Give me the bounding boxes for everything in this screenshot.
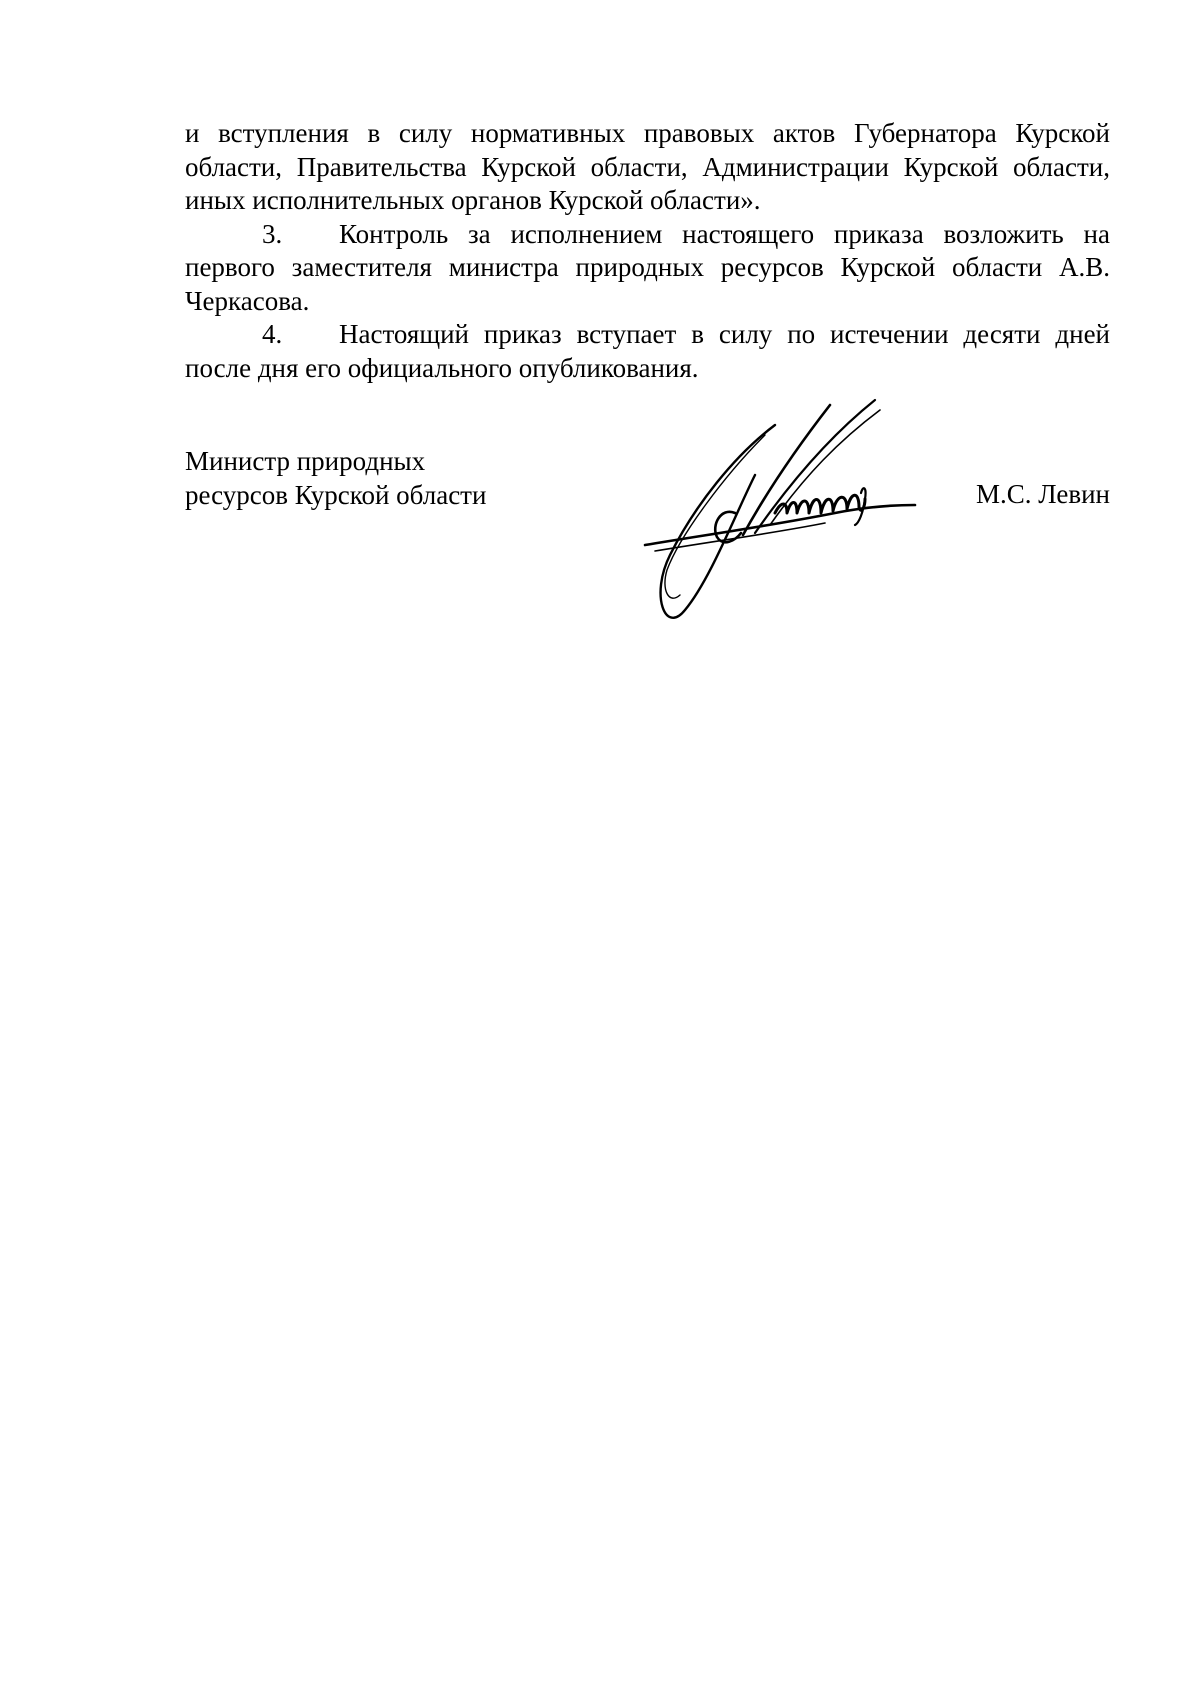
paragraph-number: 3. bbox=[262, 218, 283, 249]
paragraph-3 bbox=[185, 218, 1110, 319]
paragraph-text: Настоящий приказ вступает в силу по истечении десяти дней после дня его официального опубликования. bbox=[185, 319, 1110, 383]
paragraph-number: 4. bbox=[262, 319, 283, 349]
signer-name: М.С. Левин bbox=[975, 479, 1110, 509]
signer-title-line-2: ресурсов Курской области bbox=[185, 479, 487, 510]
handwritten-signature-icon bbox=[625, 395, 935, 625]
paragraph-text: Контроль за исполнением настоящего приказа возложить на первого заместителя министра природных ресурсов Курской области А.В. Черкасова. bbox=[185, 218, 1110, 316]
paragraph-text: и вступления в силу нормативных правовых актов Губернатора Курской области, Правительства Курской области, Администрации Курской области, иных исполнительных органов Курской области». bbox=[185, 118, 1110, 215]
paragraph-continuation bbox=[185, 117, 1110, 218]
signer-title-line-1: Министр природных bbox=[185, 446, 426, 476]
document-body bbox=[185, 117, 1110, 385]
signature-block bbox=[185, 445, 1110, 645]
signer-title bbox=[185, 445, 605, 512]
paragraph-4 bbox=[185, 318, 1110, 385]
